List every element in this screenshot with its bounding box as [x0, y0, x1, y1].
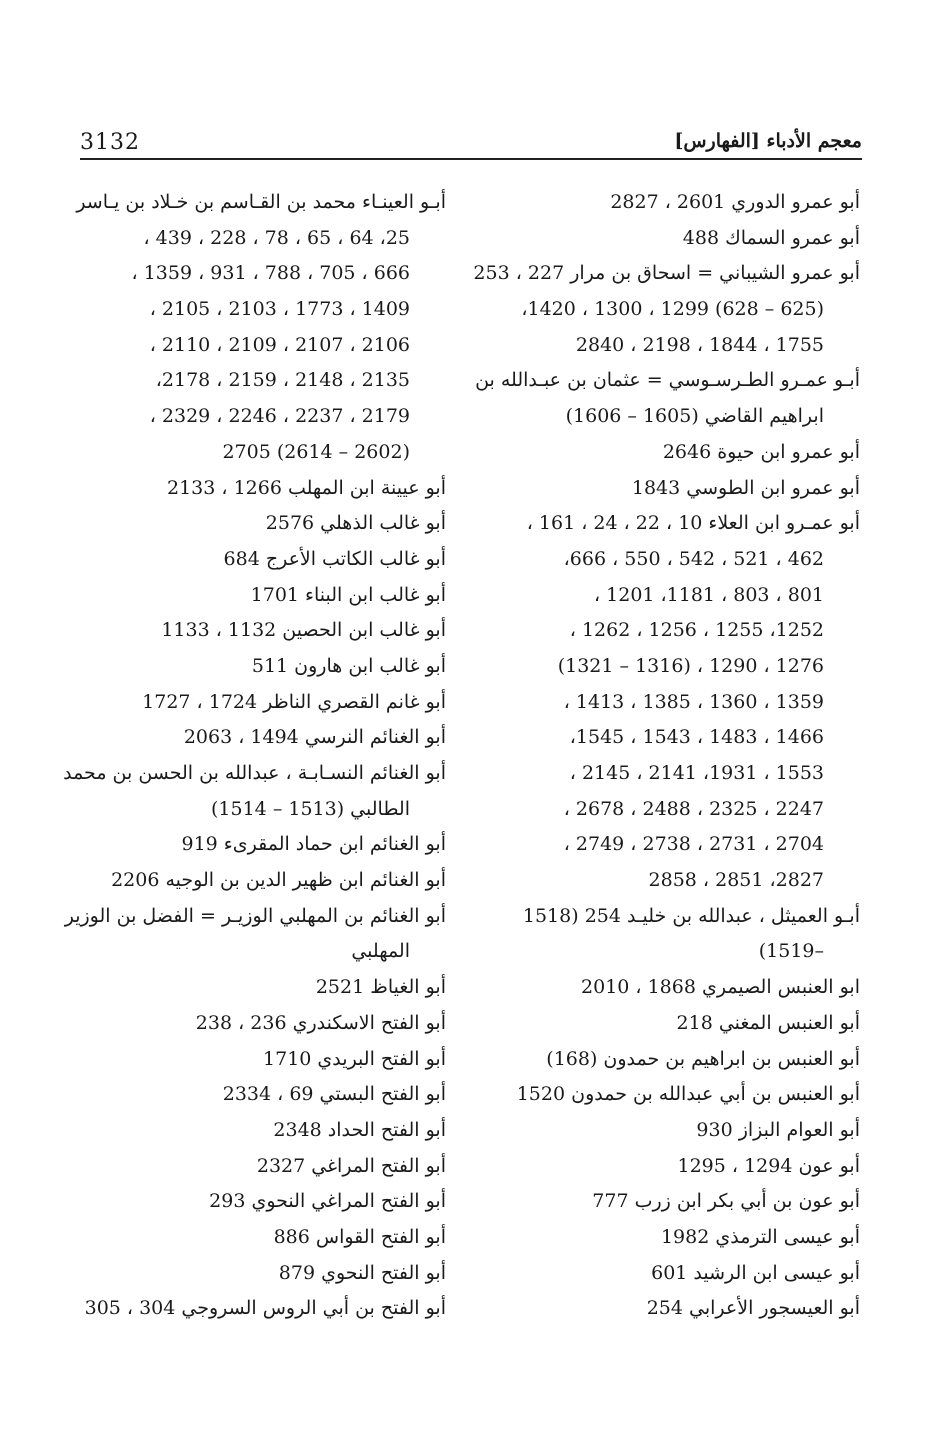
index-entry: أبو الغنائم النسـابـة ، عبدالله بن الحسن بن محمد: [63, 762, 446, 784]
index-entry: أبو عمرو الدوري 2601 ، 2827: [610, 191, 860, 213]
index-entry: أبو غالب ابن الحصين 1132 ، 1133: [161, 619, 446, 642]
index-entry: أبو الفتح النحوي 879: [278, 1261, 446, 1284]
index-entry-continuation: 2704 ، 2731 ، 2738 ، 2749 ،: [563, 833, 824, 856]
index-entry-continuation: 1409 ، 1773 ، 2103 ، 2105 ،: [149, 298, 410, 321]
index-entry: أبو عمرو السماك 488: [682, 226, 860, 249]
index-entry: أبو الفتح المراغي 2327: [256, 1154, 446, 1177]
index-entry-continuation: 666 ، 705 ، 788 ، 931 ، 1359 ،: [131, 262, 410, 285]
index-entry-continuation: (2602 – 2614) 2705: [222, 440, 410, 463]
index-entry: أبو الغنائم النرسي 1494 ، 2063: [183, 726, 446, 749]
index-entry: أبو عيسى الترمذي 1982: [660, 1225, 860, 1248]
index-entry: أبو الغنائم ابن حماد المقرىء 919: [181, 833, 446, 856]
index-entry: أبـو العميثل ، عبدالله بن خليـد 254 (1518: [522, 904, 860, 927]
index-column-right: [473, 185, 860, 1327]
index-entry: أبو الغنائم ابن ظهير الدين بن الوجيه 2206: [111, 869, 446, 892]
index-entry: أبو العنبس بن ابراهيم بن حمدون (168): [546, 1047, 860, 1070]
index-entry-continuation: 1252، 1255 ، 1256 ، 1262 ،: [569, 619, 824, 642]
index-entry-continuation: الطالبي (1513 – 1514): [211, 797, 410, 820]
index-entry: أبو غالب الذهلي 2576: [265, 512, 446, 535]
index-entry: أبو غالب ابن البناء 1701: [250, 583, 446, 606]
index-entry-continuation: 2247 ، 2325 ، 2488 ، 2678 ،: [563, 797, 824, 820]
page-header: [80, 124, 862, 160]
index-entry-continuation: 2106 ، 2107 ، 2109 ، 2110 ،: [149, 333, 410, 356]
index-entry-continuation: 1276 ، 1290 ، (1316 – 1321): [557, 654, 824, 677]
index-entry: أبو الغياظ 2521: [315, 976, 446, 999]
index-entry: أبو عمـرو ابن العلاء 10 ، 22 ، 24 ، 161 ،: [526, 512, 860, 535]
index-entry: أبو الفتح البريدي 1710: [263, 1047, 446, 1070]
index-entry-continuation: (625 – 628) 1299 ، 1300 ، 1420،: [521, 298, 824, 321]
index-entry-continuation: 25، 64 ، 65 ، 78 ، 228 ، 439 ،: [143, 226, 410, 249]
index-entry: أبو عون 1294 ، 1295: [677, 1154, 860, 1177]
index-entry: أبو عيينة ابن المهلب 1266 ، 2133: [167, 476, 446, 499]
index-entry: أبو العنبس بن أبي عبدالله بن حمدون 1520: [516, 1083, 860, 1106]
index-entry: أبو عون بن أبي بكر ابن زرب 777: [592, 1190, 860, 1213]
index-entry-continuation: المهلبي: [351, 940, 410, 963]
index-entry-continuation: 1755 ، 1844 ، 2198 ، 2840: [575, 333, 824, 356]
running-title: معجم الأدباء [الفهارس]: [674, 130, 862, 152]
index-entry: أبـو عمـرو الطـرسـوسي = عثمان بن عبـدالله بن: [475, 369, 860, 392]
index-entry-continuation: ابراهيم القاضي (1605 – 1606): [565, 405, 824, 428]
index-entry-continuation: 462 ، 521 ، 542 ، 550 ، 666،: [563, 547, 824, 570]
index-entry: أبو العنبس المغني 218: [676, 1011, 860, 1034]
page-number: 3132: [80, 130, 140, 155]
index-entry: أبو الفتح البستي 69 ، 2334: [222, 1083, 446, 1106]
index-entry: أبو عمرو ابن الطوسي 1843: [631, 476, 860, 499]
index-entry: أبو العيسجور الأعرابي 254: [646, 1297, 860, 1320]
index-entry-continuation: 2827، 2851 ، 2858: [648, 869, 824, 892]
index-entry: أبو الفتح الحداد 2348: [273, 1118, 446, 1141]
index-entry: أبو الغنائم بن المهلبي الوزيـر = الفضل بن الوزير: [64, 904, 446, 927]
index-entry-continuation: 1466 ، 1483 ، 1543 ، 1545،: [569, 726, 824, 749]
index-entry: أبو العوام البزاز 930: [696, 1118, 860, 1141]
index-entry: أبو عيسى ابن الرشيد 601: [651, 1261, 860, 1284]
index-entry: أبو عمرو الشيباني = اسحاق بن مرار 227 ، 253: [473, 262, 860, 285]
index-entry-continuation: –1519): [758, 940, 824, 963]
index-entry-continuation: 801 ، 803 ، 1181، 1201 ،: [593, 583, 824, 606]
index-entry: أبو الفتح القواس 886: [273, 1225, 446, 1248]
index-entry: أبو الفتح بن أبي الروس السروجي 304 ، 305: [84, 1297, 446, 1320]
index-entry: أبـو العينـاء محمد بن القـاسم بن خـلاد بن يـاسر: [76, 191, 446, 213]
index-entry: ابو العنبس الصيمري 1868 ، 2010: [581, 976, 860, 999]
index-entry-continuation: 2135 ، 2148 ، 2159 ، 2178،: [155, 369, 410, 392]
index-entry: أبو غالب ابن هارون 511: [251, 654, 446, 677]
header-rule: [80, 158, 862, 160]
index-entry: أبو غالب الكاتب الأعرج 684: [223, 547, 446, 570]
index-entry-continuation: 2179 ، 2237 ، 2246 ، 2329 ،: [149, 405, 410, 428]
index-column-left: [63, 185, 446, 1327]
index-entry: أبو الفتح الاسكندري 236 ، 238: [195, 1011, 446, 1034]
index-entry: أبو الفتح المراغي النحوي 293: [209, 1190, 446, 1213]
index-entry: أبو عمرو ابن حيوة 2646: [662, 440, 860, 463]
index-entry: أبو غانم القصري الناظر 1724 ، 1727: [142, 690, 446, 713]
index-entry-continuation: 1359 ، 1360 ، 1385 ، 1413 ،: [563, 690, 824, 713]
index-entry-continuation: 1553 ، 1931، 2141 ، 2145 ،: [569, 762, 824, 784]
